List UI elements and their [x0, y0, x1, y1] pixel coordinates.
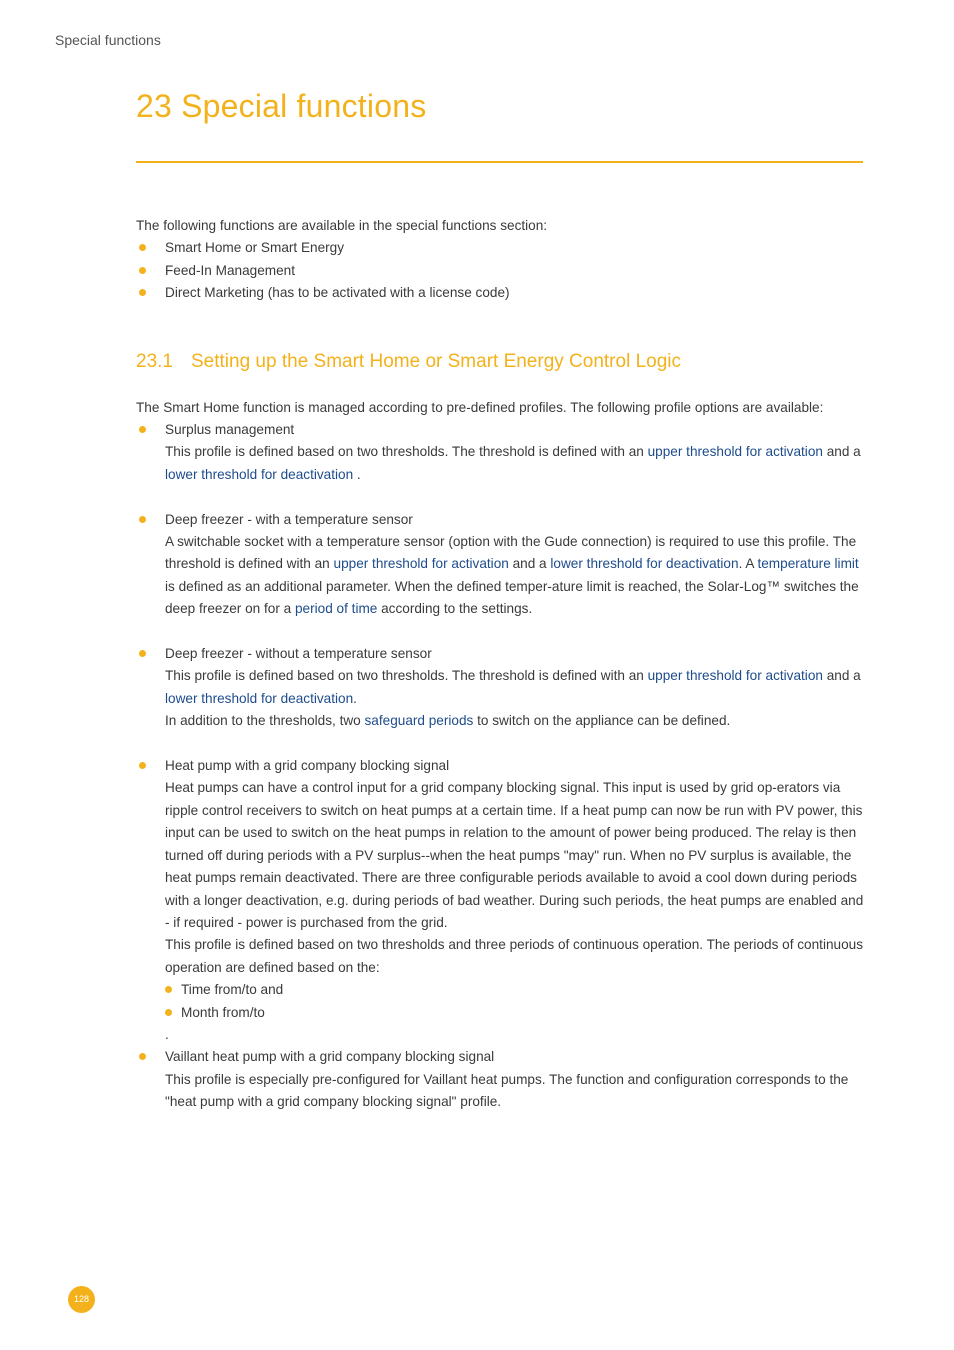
upper-threshold-link[interactable]: upper threshold for activation: [333, 556, 509, 572]
lower-threshold-link[interactable]: lower threshold for deactivation: [165, 690, 354, 706]
sub-list-item: Time from/to and: [165, 979, 866, 1001]
profile-freezer-with-sensor: [136, 509, 866, 621]
list-item: Direct Marketing (has to be activated with a license code): [136, 282, 866, 304]
bullet-icon: [165, 986, 172, 993]
running-header: Special functions: [55, 32, 161, 48]
sub-list-wrapper: [165, 979, 866, 1024]
profile-description-extra: This profile is defined based on two thresholds and three periods of continuous operation. The periods of continuous operation are defined based on the:: [165, 937, 864, 975]
profile-description: Heat pumps can have a control input for a grid company blocking signal. This input is used by grid op-erators via ripple control receivers to switch on heat pumps at a certain time. If a heat pump can now be run with PV power, this input can be used to switch on the heat pumps in relation to the amount of power being produced. The relay is then turned off during periods with a PV surplus--when the heat pumps "may" run. When no PV surplus is available, the heat pumps remain deactivated. There are three configurable periods available to avoid a cool down during periods with a longer deactivation, e.g. during periods of bad weather. During such periods, the heat pumps are enabled and - if required - power is purchased from the grid.: [165, 780, 864, 930]
section-title: Setting up the Smart Home or Smart Energy Control Logic: [191, 350, 682, 372]
profile-title: Vaillant heat pump with a grid company blocking signal: [165, 1049, 495, 1065]
period-of-time-link[interactable]: period of time: [294, 601, 378, 617]
sub-list-item: Month from/to: [165, 1002, 866, 1024]
title-divider: [136, 161, 863, 163]
bullet-icon: [139, 650, 146, 657]
list-item: Smart Home or Smart Energy: [136, 237, 866, 259]
section-number: 23.1: [136, 350, 173, 372]
lower-threshold-link[interactable]: lower threshold for deactivation: [165, 466, 354, 482]
section-heading: [136, 349, 866, 375]
upper-threshold-link[interactable]: upper threshold for activation: [647, 444, 823, 460]
profile-title: Surplus management: [165, 422, 295, 438]
intro-text: The following functions are available in the special functions section:: [136, 218, 548, 233]
profile-description: This profile is defined based on two thresholds. The threshold is defined with an upper threshold for activation and a lower threshold for deactivation.: [165, 668, 861, 706]
profile-description: This profile is defined based on two thresholds. The threshold is defined with an upper threshold for activation and a lower threshold for deactivation .: [165, 444, 861, 482]
page-number-badge: 128: [68, 1286, 95, 1313]
profile-surplus: [136, 419, 866, 486]
function-list: [136, 237, 866, 304]
sub-list: [165, 979, 866, 1024]
profile-description: This profile is especially pre-configured for Vaillant heat pumps. The function and configuration corresponds to the "heat pump with a grid company blocking signal" profile.: [165, 1071, 849, 1110]
safeguard-periods-link[interactable]: safeguard periods: [364, 713, 474, 729]
list-item: Feed-In Management: [136, 260, 866, 282]
bullet-icon: [139, 516, 146, 523]
bullet-icon: [139, 1053, 146, 1060]
page-content: [136, 215, 866, 1114]
profile-list: [136, 419, 866, 1114]
bullet-icon: [139, 426, 146, 433]
profile-description: A switchable socket with a temperature sensor (option with the Gude connection) is required to use this profile. The threshold is defined with an upper threshold for activation and a lower threshold for deactivation. A temperature limit is defined as an additional parameter. When the defined temper-ature limit is reached, the Solar-Log™ switches the deep freezer on for a period of time according to the settings.: [165, 534, 859, 617]
upper-threshold-link[interactable]: upper threshold for activation: [647, 668, 823, 684]
bullet-icon: [139, 762, 146, 769]
bullet-icon: [165, 1009, 172, 1016]
profile-description-extra: In addition to the thresholds, two safeguard periods to switch on the appliance can be defined.: [165, 713, 731, 729]
profile-freezer-without-sensor: [136, 643, 866, 733]
bullet-icon: [139, 289, 146, 296]
profile-vaillant: [136, 1046, 866, 1113]
profile-title: Deep freezer - without a temperature sensor: [165, 646, 432, 662]
bullet-icon: [139, 244, 146, 251]
section-intro: The Smart Home function is managed according to pre-defined profiles. The following profile options are available:: [136, 399, 824, 415]
lower-threshold-link[interactable]: lower threshold for deactivation: [550, 556, 739, 572]
temperature-limit-link[interactable]: temperature limit: [757, 556, 859, 572]
profile-heat-pump: [136, 755, 866, 1046]
profile-title: Heat pump with a grid company blocking signal: [165, 758, 450, 774]
bullet-icon: [139, 267, 146, 274]
trailing-period: .: [165, 1026, 169, 1042]
profile-title: Deep freezer - with a temperature sensor: [165, 511, 413, 527]
chapter-title: 23 Special functions: [136, 88, 427, 124]
